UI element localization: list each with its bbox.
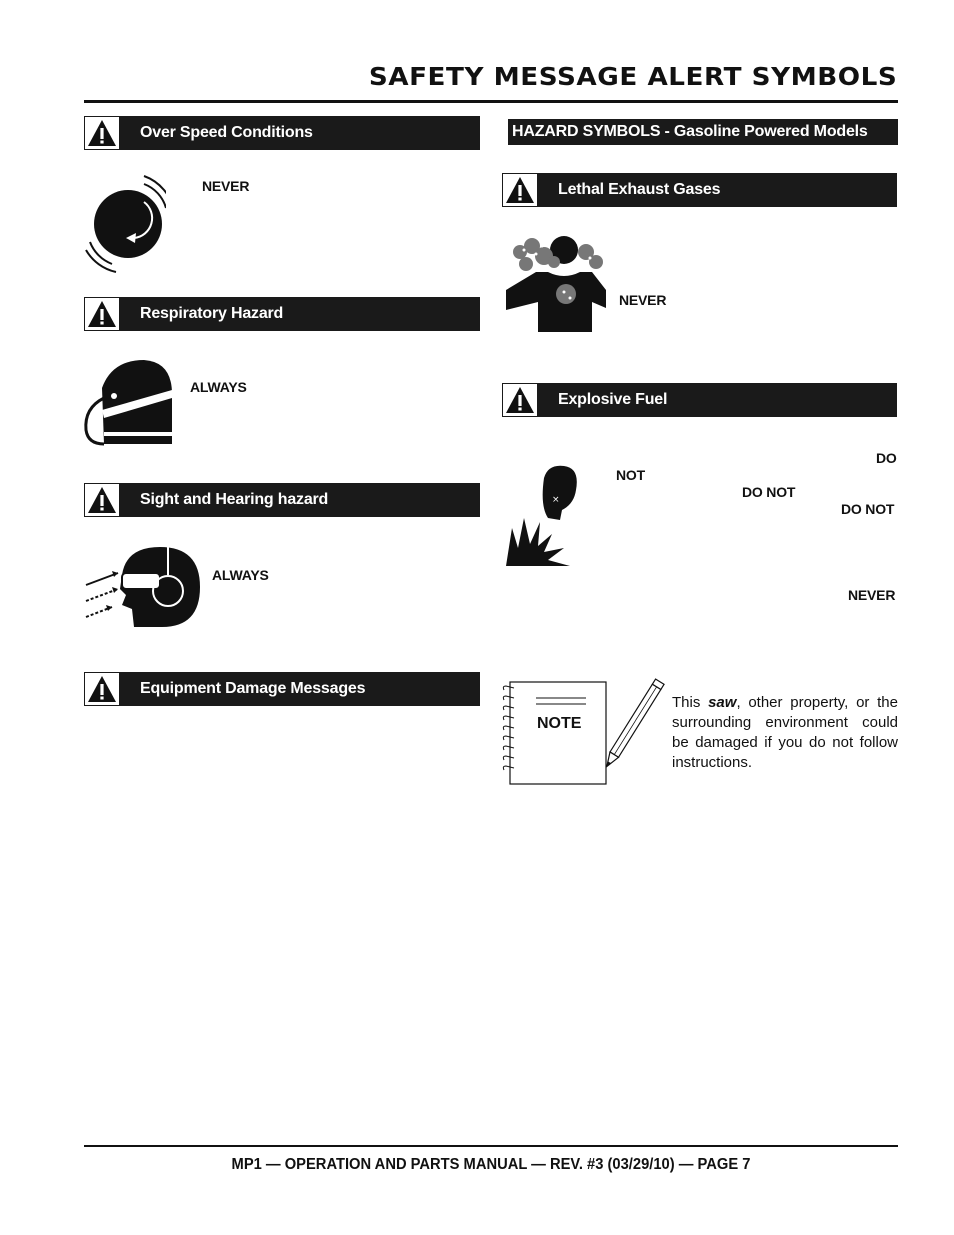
equipment-damage-heading: Equipment Damage Messages (140, 680, 366, 697)
over-speed-heading-bar (84, 116, 480, 150)
notebook-pencil-icon (502, 678, 668, 788)
over-speed-icon (82, 172, 166, 276)
explosion-icon (504, 462, 584, 568)
warning-triangle-icon (84, 483, 120, 517)
note-text-start: This (672, 694, 709, 711)
respiratory-keyword: ALWAYS (190, 379, 247, 395)
note-text-end: , other property, or the surrounding environment could be damaged if you do not follow instructions. (672, 694, 898, 771)
exhaust-heading-bar (502, 173, 897, 207)
fuel-keyword-never: NEVER (848, 587, 896, 603)
note-text (672, 693, 898, 773)
sight-hearing-heading-bar (84, 483, 480, 517)
fuel-heading: Explosive Fuel (558, 391, 668, 408)
note-badge: NOTE (537, 715, 582, 732)
page-footer: MP1 — OPERATION AND PARTS MANUAL — REV. #3 (03/29/10) — PAGE 7 (231, 1156, 751, 1173)
warning-triangle-icon (84, 672, 120, 706)
sight-hearing-keyword: ALWAYS (212, 567, 269, 583)
respirator-mask-icon (82, 358, 174, 448)
page-title: SAFETY MESSAGE ALERT SYMBOLS (368, 62, 897, 91)
fuel-keyword-not: NOT (616, 467, 645, 483)
fuel-keyword-do-not-2: DO NOT (841, 501, 895, 517)
note-text-emphasis: saw (708, 694, 737, 711)
warning-triangle-icon (502, 383, 538, 417)
respiratory-heading-bar (84, 297, 480, 331)
hazard-symbols-heading: HAZARD SYMBOLS - Gasoline Powered Models (508, 119, 898, 145)
exhaust-heading: Lethal Exhaust Gases (558, 181, 721, 198)
over-speed-keyword: NEVER (202, 178, 250, 194)
fuel-keyword-do-not-1: DO NOT (742, 484, 796, 500)
fuel-keyword-do: DO (876, 450, 897, 466)
header-rule (84, 100, 898, 103)
respiratory-heading: Respiratory Hazard (140, 305, 284, 322)
svg-text:×: × (552, 495, 560, 505)
exhaust-keyword: NEVER (619, 292, 667, 308)
over-speed-heading: Over Speed Conditions (140, 124, 313, 141)
goggles-earmuffs-icon (82, 545, 202, 629)
sight-hearing-heading: Sight and Hearing hazard (140, 491, 329, 508)
warning-triangle-icon (84, 297, 120, 331)
warning-triangle-icon (502, 173, 538, 207)
footer-rule (84, 1145, 898, 1147)
fuel-heading-bar (502, 383, 897, 417)
equipment-damage-heading-bar (84, 672, 480, 706)
exhaust-gas-person-icon (506, 232, 606, 334)
warning-triangle-icon (84, 116, 120, 150)
